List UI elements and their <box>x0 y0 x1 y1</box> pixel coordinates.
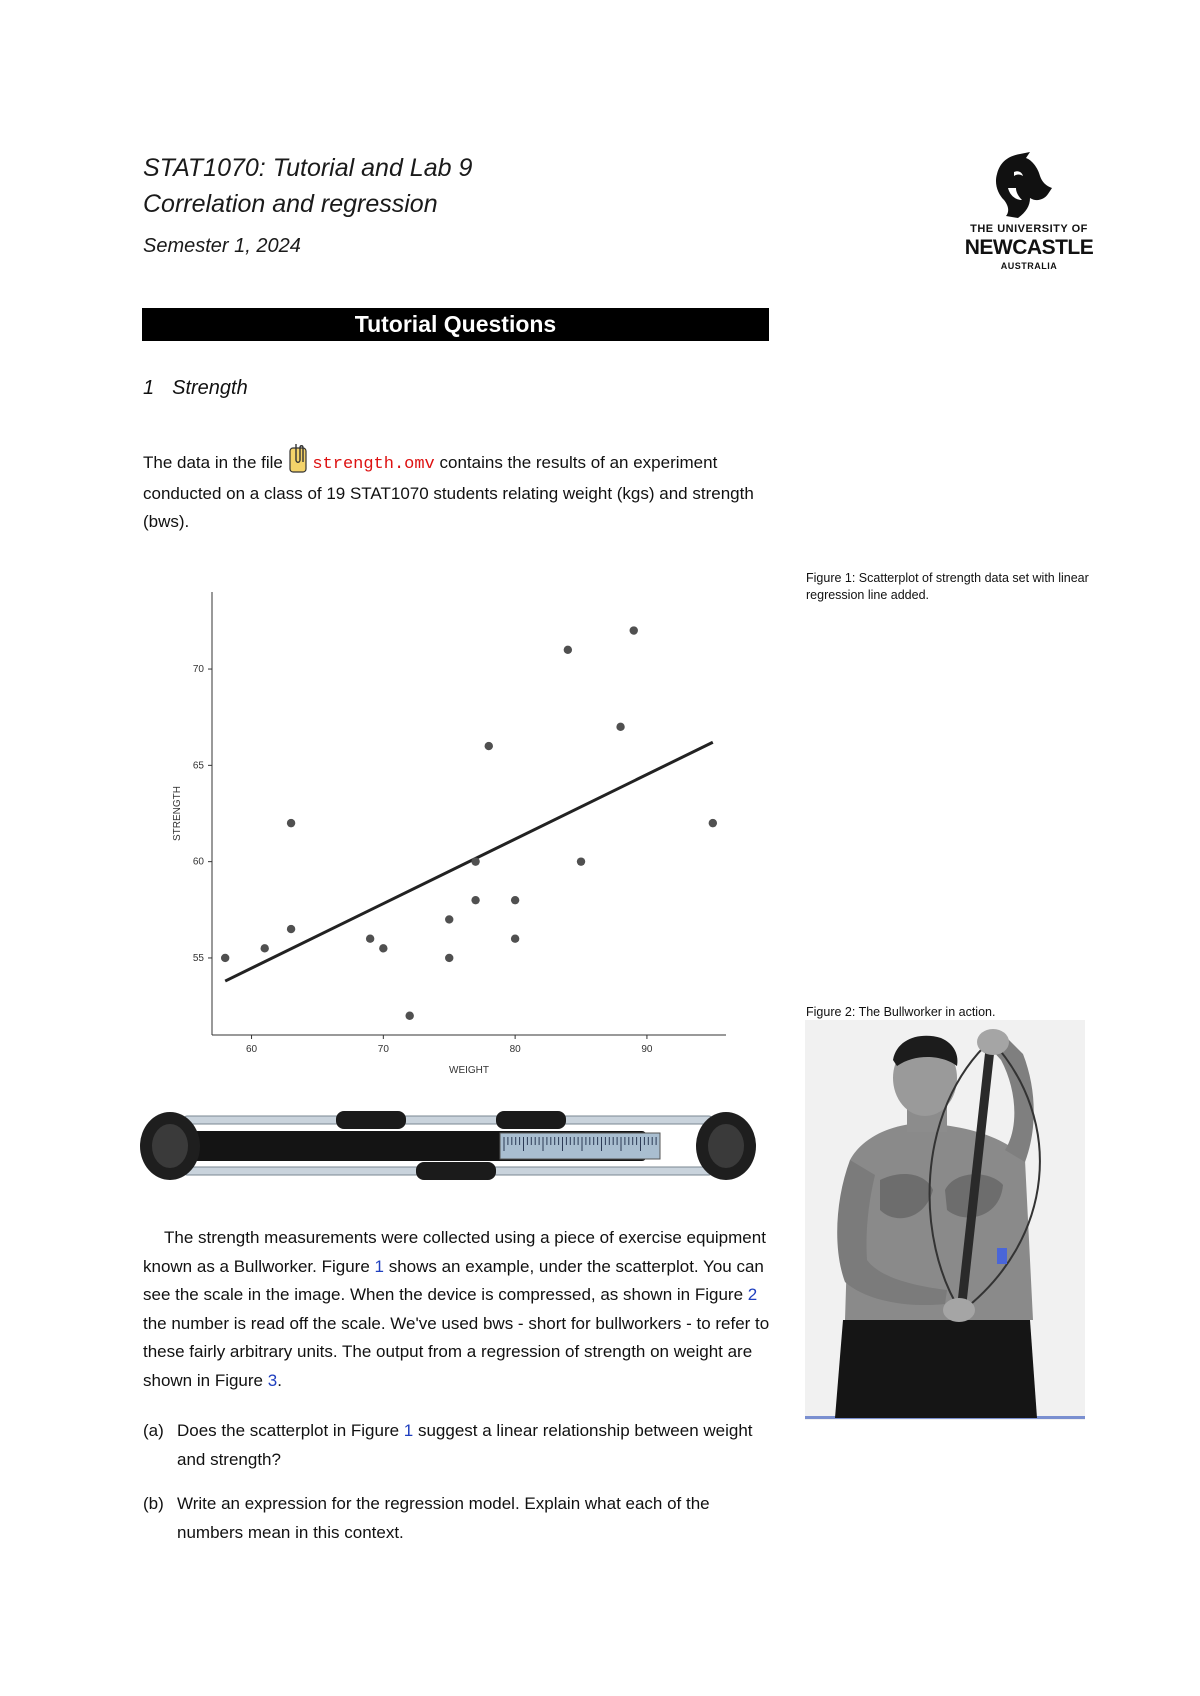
logo-text-line2: NEWCASTLE <box>964 236 1094 259</box>
question-label: (b) <box>143 1494 164 1513</box>
tutorial-questions-banner: Tutorial Questions <box>142 308 769 341</box>
intro-text-before: The data in the file <box>143 453 283 472</box>
paperclip-icon[interactable] <box>288 442 308 474</box>
question-label: (a) <box>143 1421 164 1440</box>
paragraph-text: Write an expression for the regression model. Explain what each of the numbers mean in this context. <box>177 1494 710 1542</box>
question-text <box>177 1417 767 1474</box>
intro-paragraph <box>143 449 768 537</box>
data-point <box>287 925 295 933</box>
x-tick-label: 80 <box>509 1044 521 1055</box>
question-b <box>143 1490 773 1550</box>
paragraph-text: . <box>277 1370 282 1390</box>
data-point <box>405 1012 413 1020</box>
data-point <box>564 646 572 654</box>
y-tick-label: 70 <box>192 664 204 676</box>
data-point <box>630 626 638 634</box>
data-point <box>261 944 269 952</box>
data-file-link[interactable]: strength.omv <box>312 455 435 474</box>
body-paragraph <box>143 1224 771 1395</box>
data-point <box>445 915 453 923</box>
data-point <box>471 857 479 865</box>
y-tick-label: 60 <box>192 856 204 868</box>
paragraph-text: The strength measurements were collected using a piece of exercise equipment known as a Bullworker. Figure <box>143 1228 766 1276</box>
figure-reference-link[interactable]: 3 <box>267 1370 278 1390</box>
y-axis-label: STRENGTH <box>172 786 183 841</box>
section-number: 1 <box>143 377 155 399</box>
figure2-caption: Figure 2: The Bullworker in action. <box>806 1005 996 1019</box>
y-tick-label: 65 <box>192 760 204 772</box>
figure-reference-link[interactable]: 1 <box>374 1256 384 1276</box>
data-point <box>471 896 479 904</box>
strength-scatterplot <box>160 580 740 1090</box>
document-title: STAT1070: Tutorial and Lab 9 <box>143 154 473 182</box>
bullworker-in-action-photo <box>805 1020 1085 1420</box>
section-title: Strength <box>172 377 248 399</box>
regression-line <box>225 742 713 981</box>
semester-label: Semester 1, 2024 <box>143 235 301 257</box>
paragraph-text: shows an example, under the scatterplot. You can see the scale in the image. When the device is compressed, as shown in Figure <box>143 1256 764 1304</box>
data-point <box>511 934 519 942</box>
logo-text-line1: THE UNIVERSITY OF <box>970 223 1088 235</box>
data-point <box>366 934 374 942</box>
data-point <box>709 819 717 827</box>
paragraph-text: suggest a linear relationship between weight and strength? <box>177 1421 753 1469</box>
intro-text-after: contains the results of an experiment conducted on a class of 19 STAT1070 students relating weight (kgs) and strength (bws). <box>143 453 754 531</box>
logo-text-line3: AUSTRALIA <box>1000 261 1058 271</box>
data-point <box>577 857 585 865</box>
x-tick-label: 70 <box>377 1044 389 1055</box>
document-subtitle: Correlation and regression <box>143 190 438 218</box>
data-point <box>445 954 453 962</box>
data-point <box>616 723 624 731</box>
x-tick-label: 90 <box>641 1044 653 1055</box>
figure1-caption: Figure 1: Scatterplot of strength data set with linear regression line added. <box>806 571 1089 602</box>
paragraph-text: the number is read off the scale. We've used bws - short for bullworkers - to refer to these fairly arbitrary units. The output from a regression of strength on weight are shown in Figure <box>143 1313 770 1390</box>
bullworker-device-image <box>140 1103 756 1188</box>
data-point <box>287 819 295 827</box>
data-point <box>379 944 387 952</box>
data-point <box>221 954 229 962</box>
figure-reference-link[interactable]: 2 <box>747 1285 758 1304</box>
section-heading <box>143 377 248 400</box>
data-point <box>511 896 519 904</box>
x-axis-label: WEIGHT <box>449 1065 489 1076</box>
x-tick-label: 60 <box>245 1044 258 1055</box>
question-a <box>143 1417 773 1477</box>
data-point <box>485 742 493 750</box>
question-text <box>177 1490 767 1547</box>
y-tick-label: 55 <box>192 952 204 964</box>
figure-reference-link[interactable]: 1 <box>403 1421 414 1440</box>
paragraph-text: Does the scatterplot in Figure <box>177 1421 404 1440</box>
